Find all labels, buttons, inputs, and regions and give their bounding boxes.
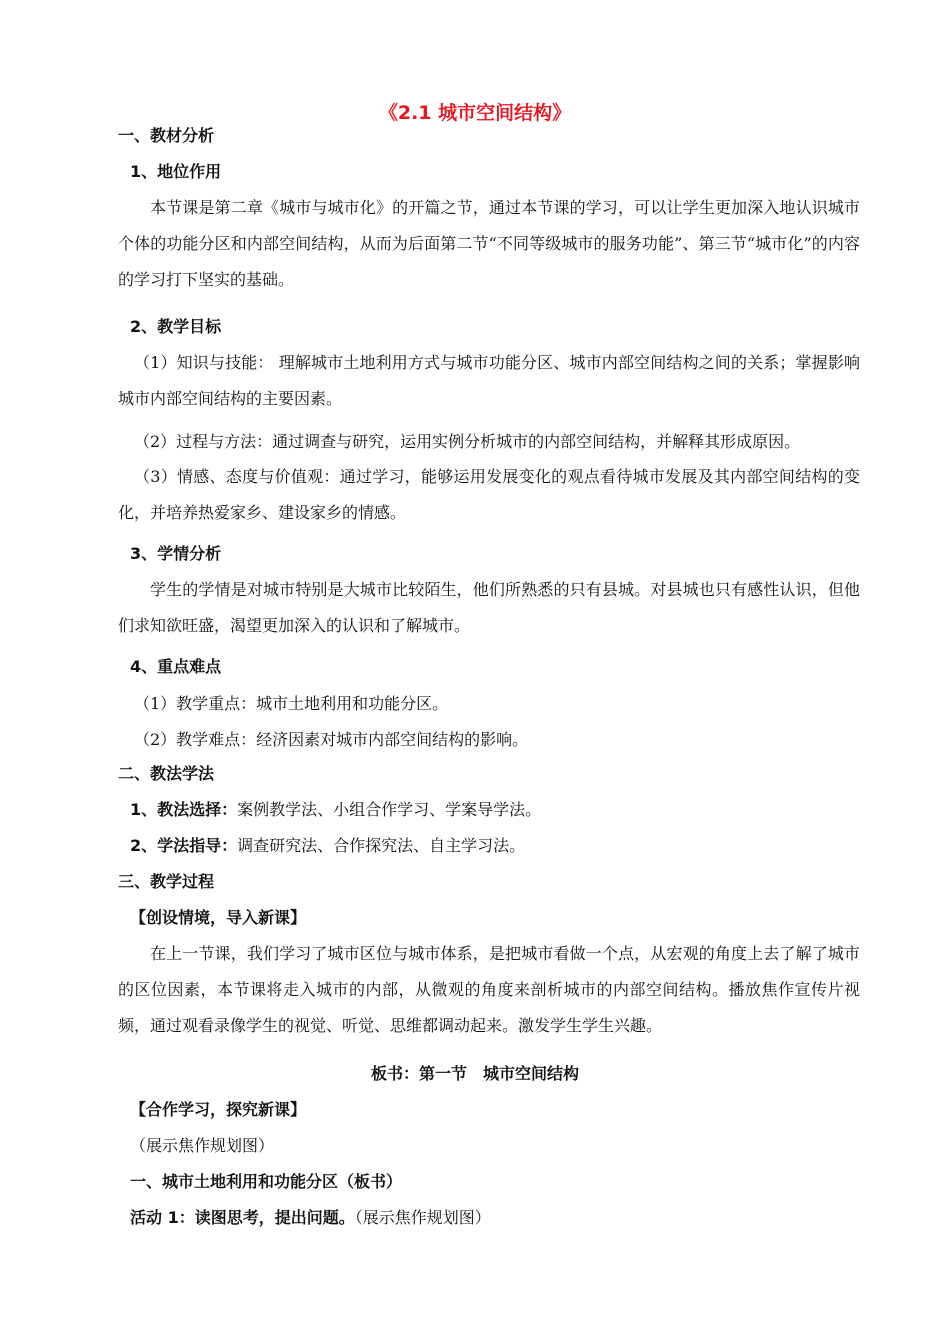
step-explore-heading: 【合作学习，探究新课】 [130, 1100, 307, 1119]
step-intro-heading: 【创设情境，导入新课】 [130, 908, 307, 927]
activity-1-note: （展示焦作规划图） [354, 1208, 491, 1227]
method-teaching-label: 1、教法选择： [130, 800, 238, 819]
method-teaching-text: 案例教学法、小组合作学习、学案导学法。 [237, 800, 542, 819]
activity-1 [130, 1207, 491, 1229]
method-teaching [130, 799, 541, 821]
method-learning-text: 调查研究法、合作探究法、自主学习法。 [237, 836, 526, 855]
goal-emotion: （3）情感、态度与价值观：通过学习，能够运用发展变化的观点看待城市发展及其内部空间结构的变化，并培养热爱家乡、建设家乡的情感。 [118, 467, 860, 522]
goal-process: （2）过程与方法：通过调查与研究，运用实例分析城市的内部空间结构，并解释其形成原因。 [134, 432, 801, 451]
part1-heading: 一、城市土地利用和功能分区（板书） [130, 1172, 403, 1191]
section-heading-2: 二、教法学法 [118, 764, 215, 783]
step-explore-note: （展示焦作规划图） [130, 1136, 275, 1155]
board-title: 板书：第一节 城市空间结构 [370, 1064, 579, 1083]
activity-1-label: 活动 1：读图思考，提出问题。 [130, 1208, 355, 1227]
method-learning-label: 2、学法指导： [130, 836, 238, 855]
difficult-point: （2）教学难点：经济因素对城市内部空间结构的影响。 [134, 730, 529, 749]
subheading-role: 1、地位作用 [130, 162, 222, 181]
paragraph-students: 学生的学情是对城市特别是大城市比较陌生，他们所熟悉的只有县城。对县城也只有感性认识，但他们求知欲旺盛，渴望更加深入的认识和了解城市。 [118, 580, 860, 635]
paragraph-role: 本节课是第二章《城市与城市化》的开篇之节，通过本节课的学习，可以让学生更加深入地认识城市个体的功能分区和内部空间结构，从而为后面第二节“不同等级城市的服务功能”、第三节“城市化”的内容的学习打下坚实的基础。 [118, 198, 860, 289]
section-heading-1: 一、教材分析 [118, 126, 215, 145]
subheading-students: 3、学情分析 [130, 544, 222, 563]
method-learning [130, 835, 525, 857]
subheading-goals: 2、教学目标 [130, 317, 222, 336]
subheading-key-points: 4、重点难点 [130, 657, 222, 676]
goal-knowledge: （1）知识与技能： 理解城市土地利用方式与城市功能分区、城市内部空间结构之间的关系；掌握影响城市内部空间结构的主要因素。 [118, 353, 860, 408]
document-title: 《2.1 城市空间结构》 [378, 102, 572, 124]
section-heading-3: 三、教学过程 [118, 872, 215, 891]
key-point: （1）教学重点：城市土地利用和功能分区。 [134, 694, 449, 713]
step-intro-text: 在上一节课，我们学习了城市区位与城市体系，是把城市看做一个点，从宏观的角度上去了解了城市的区位因素，本节课将走入城市的内部，从微观的角度来剖析城市的内部空间结构。播放焦作宣传片视频，通过观看录像学生的视觉、听觉、思维都调动起来。激发学生学生兴趣。 [118, 944, 860, 1035]
